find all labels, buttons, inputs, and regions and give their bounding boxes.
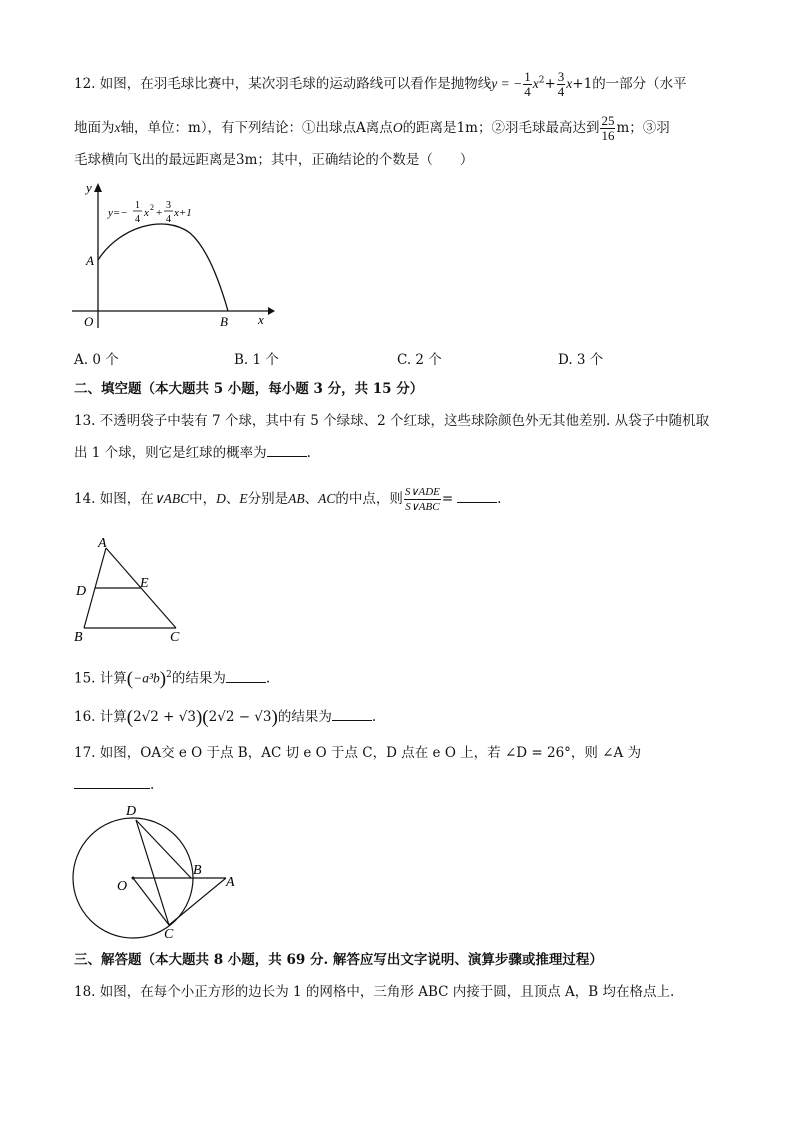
q13-line1: 13. 不透明袋子中装有 7 个球，其中有 5 个绿球、2 个红球，这些球除颜色外无其他差别. 从袋子中随机取 bbox=[74, 413, 710, 429]
svg-text:4: 4 bbox=[135, 214, 140, 225]
graph-B-label: B bbox=[220, 314, 228, 328]
graph-origin-label: O bbox=[84, 314, 94, 328]
q14-answer-blank bbox=[457, 502, 497, 503]
q12-line2: 地面为x轴，单位：m），有下列结论：①出球点A离点O的距离是1m；②羽毛球最高达到 $\frac{25}{16}$ m；③羽 bbox=[74, 113, 670, 143]
q13-line2: 出 1 个球，则它是红球的概率为 . bbox=[74, 445, 311, 461]
q17-label-D: D bbox=[126, 804, 137, 819]
q16-answer-blank bbox=[332, 720, 372, 721]
q16-line: 16. 计算(2√2 + √3)(2√2 − √3)的结果为 . bbox=[74, 707, 377, 728]
q18-line1: 18. 如图，在每个小正方形的边长为 1 的网格中，三角形 ABC 内接于圆，且顶点 A，B 均在格点上. bbox=[74, 984, 675, 1000]
graph-eq-tail: x+1 bbox=[174, 207, 192, 219]
svg-text:x: x bbox=[144, 207, 149, 219]
option-d: D. 3 个 bbox=[558, 352, 604, 368]
graph-A-label: A bbox=[86, 253, 94, 268]
graph-eq-prefix: y=− bbox=[108, 207, 128, 219]
svg-text:+: + bbox=[156, 207, 163, 219]
q12-parabola-figure bbox=[70, 178, 280, 328]
q17-line2: . bbox=[74, 775, 154, 795]
section2-heading: 二、填空题（本大题共 5 小题，每小题 3 分，共 15 分） bbox=[74, 381, 424, 397]
graph-y-label: y bbox=[86, 180, 92, 195]
q14-label-A: A bbox=[98, 536, 107, 551]
option-c: C. 2 个 bbox=[397, 352, 442, 368]
q15-answer-blank bbox=[226, 682, 266, 683]
svg-text:3: 3 bbox=[166, 200, 171, 211]
q12-line3: 毛球横向飞出的最远距离是3m；其中，正确结论的个数是（ ） bbox=[74, 152, 474, 168]
q14-triangle-figure bbox=[70, 535, 190, 647]
svg-text:2: 2 bbox=[150, 203, 154, 212]
q14-line: 14. 如图，在∨ABC中，D、E分别是AB、AC的中点，则 $\frac{\text{S∨ADE}}{\text{S∨ABC}}$ = . bbox=[74, 486, 502, 513]
option-a: A. 0 个 bbox=[74, 352, 119, 368]
graph-x-label: x bbox=[258, 312, 264, 327]
q17-answer-blank bbox=[74, 788, 150, 789]
section3-heading: 三、解答题（本大题共 8 小题，共 69 分. 解答应写出文字说明、演算步骤或推理过程） bbox=[74, 952, 603, 968]
q17-label-O: O bbox=[117, 879, 128, 894]
q15-line: 15. 计算$(-a^3b)^2$的结果为 . bbox=[74, 668, 271, 690]
q14-label-B: B bbox=[74, 630, 83, 645]
q17-circle-figure bbox=[70, 800, 245, 940]
q14-label-E: E bbox=[140, 576, 149, 591]
svg-text:4: 4 bbox=[166, 214, 171, 225]
q17-label-A: A bbox=[226, 875, 235, 890]
q17-label-B: B bbox=[193, 863, 202, 878]
q12-line1: 12. 如图，在羽毛球比赛中，某次羽毛球的运动路线可以看作是抛物线y = − $\frac{1}{4}$ $x^2+$ $\frac{3}{4}$ x+1的一部分（水平 bbox=[74, 69, 687, 99]
q14-label-D: D bbox=[76, 584, 87, 599]
q13-answer-blank bbox=[267, 456, 307, 457]
svg-text:1: 1 bbox=[135, 200, 140, 211]
q14-label-C: C bbox=[170, 630, 180, 645]
q17-label-C: C bbox=[164, 927, 174, 940]
q17-line1: 17. 如图，OA交 e O 于点 B，AC 切 e O 于点 C，D 点在 e O 上，若 ∠D = 26°，则 ∠A 为 bbox=[74, 745, 642, 761]
option-b: B. 1 个 bbox=[234, 352, 279, 368]
